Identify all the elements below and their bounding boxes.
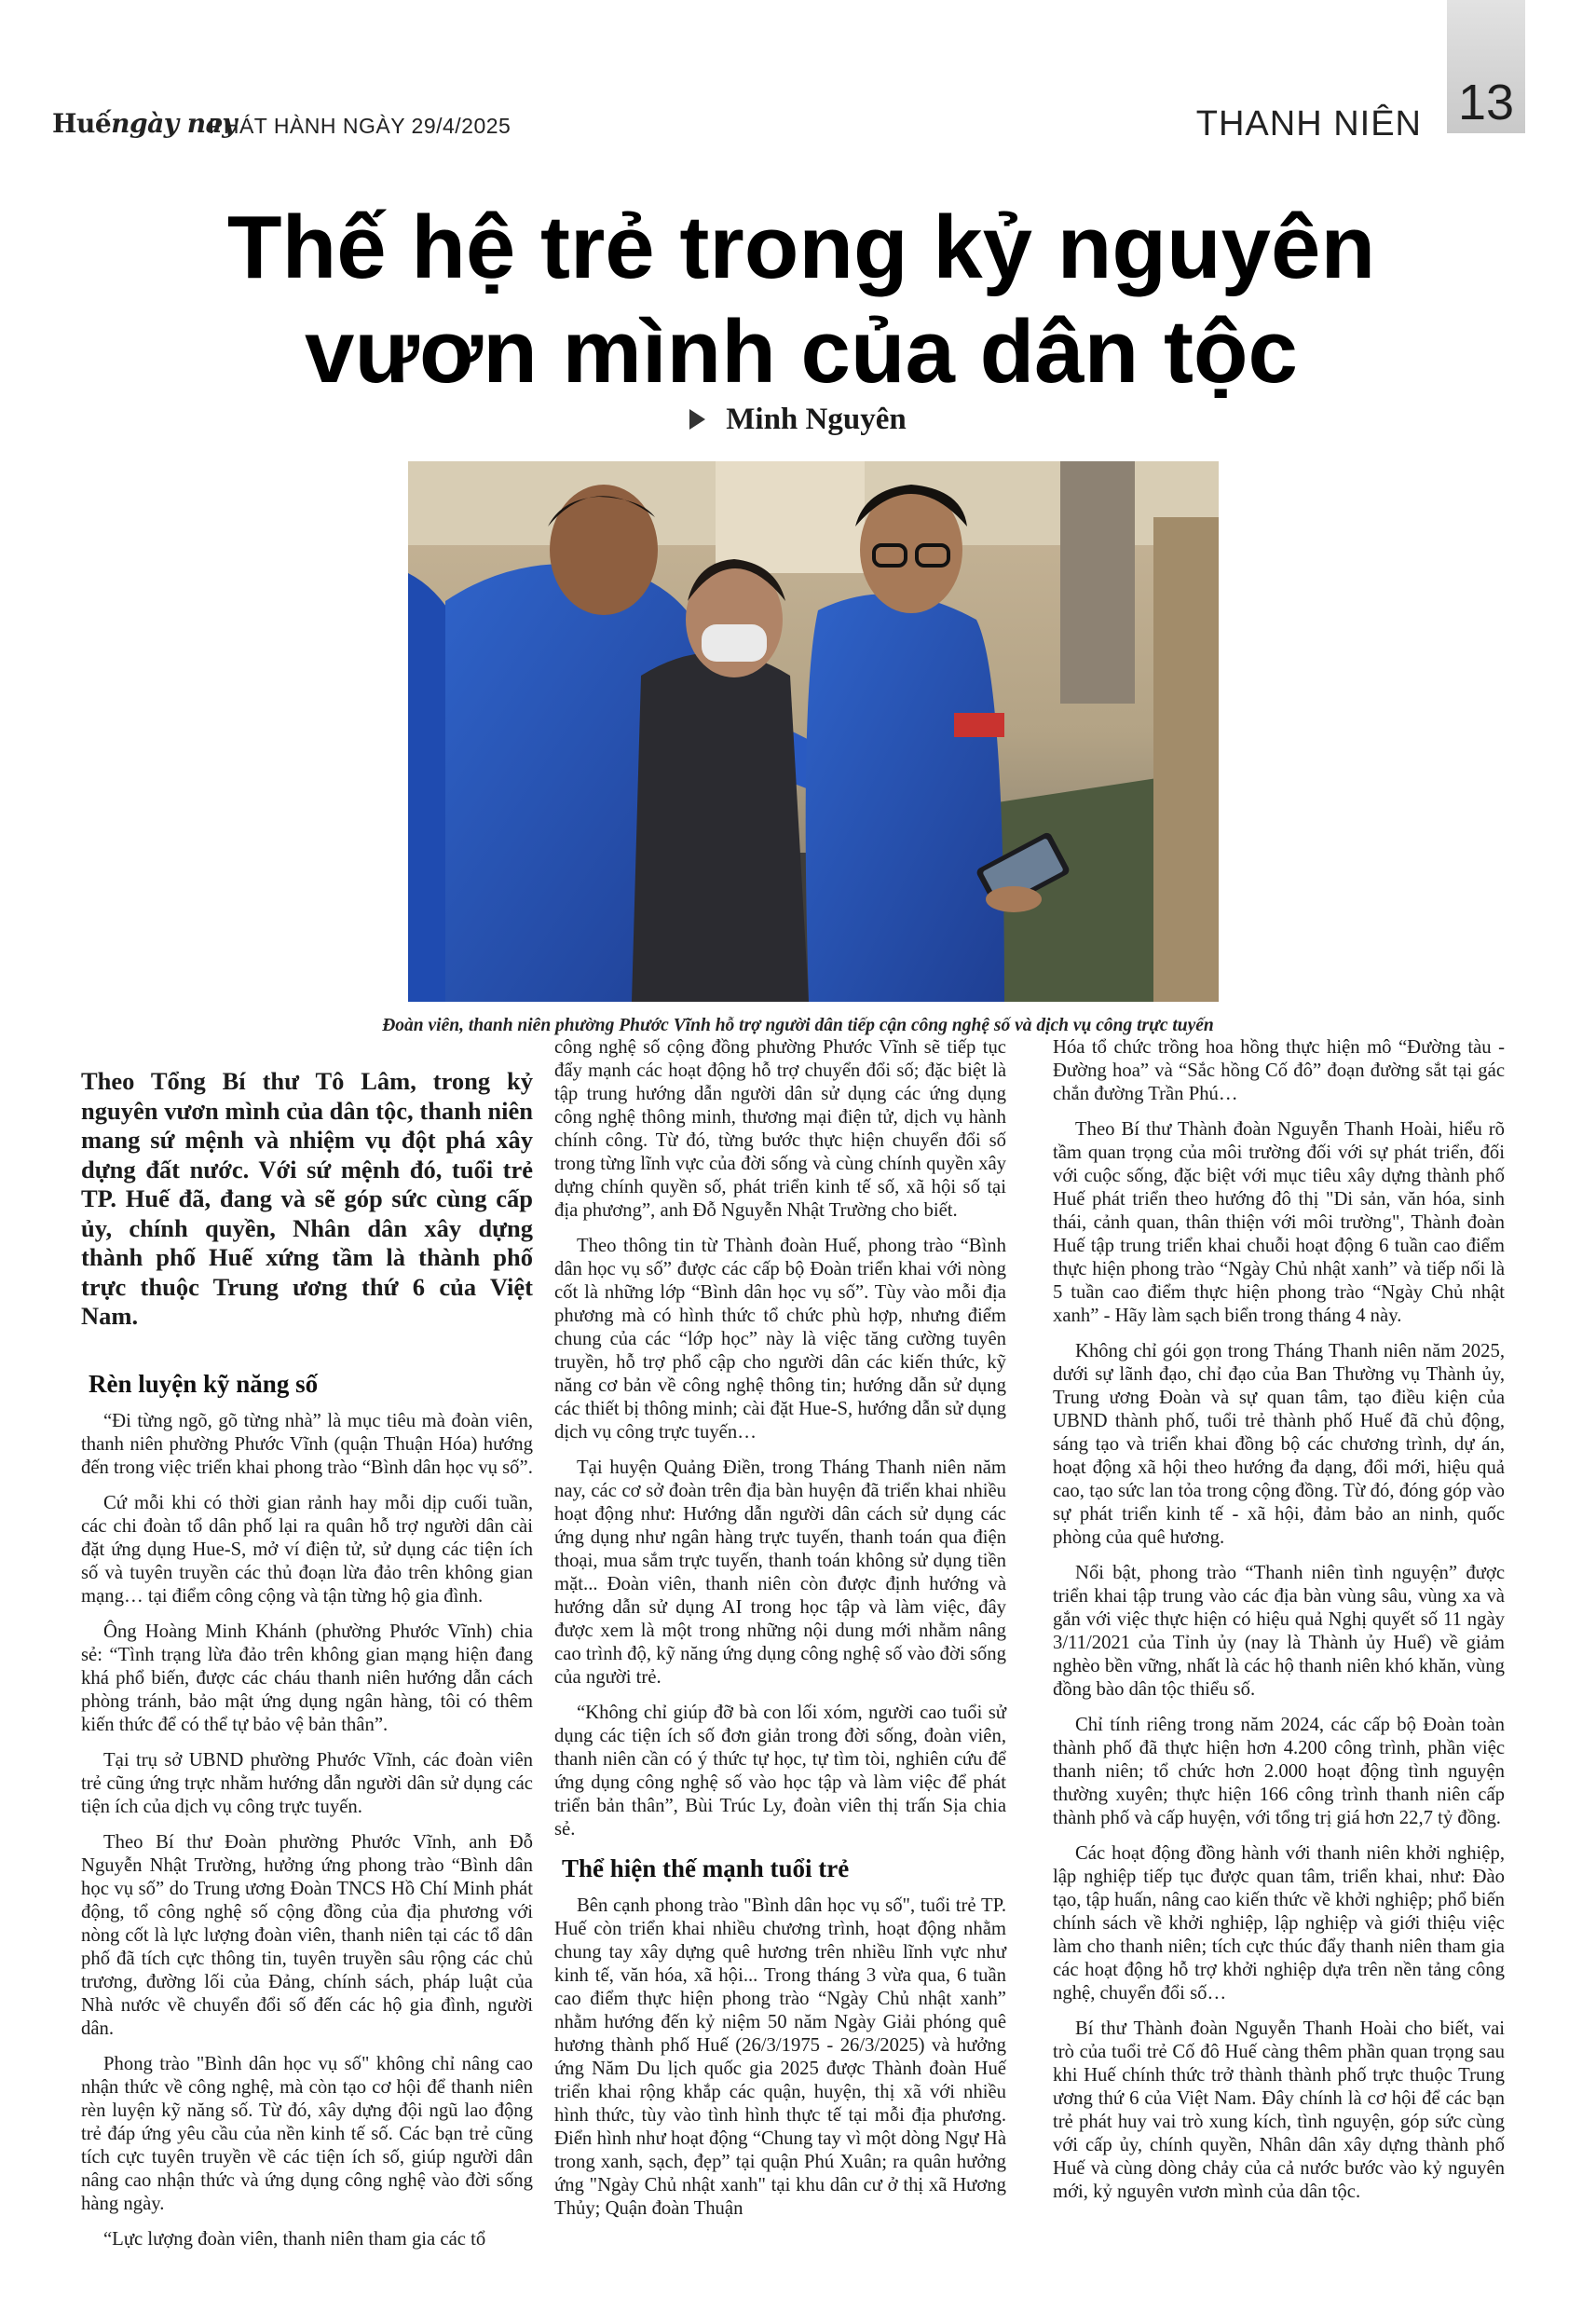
article-photo <box>408 461 1219 1002</box>
article-column-2 <box>554 1036 1006 2233</box>
paragraph: Ông Hoàng Minh Khánh (phường Phước Vĩnh) chia sẻ: “Tình trạng lừa đảo trên không gian mạng hiện đang khá phổ biến, được các cháu thanh niên hướng dẫn cách phòng tránh, bảo mật ứng dụng ngân hàng, tôi có thêm kiến thức để có thể tự bảo vệ bản thân”. <box>81 1621 533 1735</box>
byline <box>0 403 1596 437</box>
paragraph: Theo thông tin từ Thành đoàn Huế, phong trào “Bình dân học vụ số” được các cấp bộ Đoàn triển khai với nòng cốt là những lớp “Bình dân học vụ số”. Tùy vào mỗi địa phương mà có hình thức tổ chức phù hợp, nhưng điểm chung của các “lớp học” này là việc tăng cường tuyên truyền, hỗ trợ phổ cập cho người dân các kiến thức, kỹ năng cơ bản về công nghệ thông tin; hướng dẫn sử dụng các thiết bị thông minh; cài đặt Hue-S, hướng dẫn sử dụng dịch vụ công trực tuyến… <box>554 1236 1006 1443</box>
paragraph: Bí thư Thành đoàn Nguyễn Thanh Hoài cho biết, vai trò của tuổi trẻ Cố đô Huế càng thêm phần quan trọng sau khi Huế chính thức trở thành thành phố trực thuộc Trung ương thứ 6 của Việt Nam. Đây chính là cơ hội để các bạn trẻ phát huy vai trò xung kích, tình nguyện, góp sức cùng với cấp ủy, chính quyền, Nhân dân xây dựng thành phố Huế và cùng dòng chảy của cả nước bước vào kỷ nguyên mới, kỷ nguyên vươn mình của dân tộc. <box>1053 2018 1505 2202</box>
page-header <box>52 104 1543 147</box>
release-date: PHÁT HÀNH NGÀY 29/4/2025 <box>209 114 512 138</box>
article-column-1 <box>81 1067 533 2264</box>
paragraph: Bên cạnh phong trào "Bình dân học vụ số", tuổi trẻ TP. Huế còn triển khai nhiều chương trình, hoạt động nhằm chung tay xây dựng quê hương trên nhiều lĩnh vực như kinh tế, văn hóa, xã hội... Trong tháng 3 vừa qua, 6 tuần cao điểm thực hiện phong trào “Ngày Chủ nhật xanh” nhằm hướng đến kỷ niệm 50 năm Ngày Giải phóng quê hương thành phố Huế (26/3/1975 - 26/3/2025) và hưởng ứng Năm Du lịch quốc gia 2025 được Thành đoàn Huế triển khai rộng khắp các quận, huyện, thị xã với nhiều hình thức, tùy vào tình hình thực tế tại mỗi địa phương. Điển hình như hoạt động “Chung tay vì một dòng Ngự Hà trong xanh, sạch, đẹp” tại quận Phú Xuân; ra quân hưởng ứng "Ngày Chủ nhật xanh" tại khu dân cư ở thị xã Hương Thủy; Quận đoàn Thuận <box>554 1895 1006 2219</box>
article-title-line-1: Thế hệ trẻ trong kỷ nguyên <box>226 198 1376 297</box>
paragraph: “Lực lượng đoàn viên, thanh niên tham gia các tổ <box>103 2228 486 2250</box>
paragraph: Chỉ tính riêng trong năm 2024, các cấp bộ Đoàn toàn thành phố đã thực hiện hơn 4.200 công trình, phần việc thanh niên; tổ chức hơn 2.000 hoạt động tình nguyện thường xuyên; thực hiện 166 công trình thanh niên cấp thành phố và cấp huyện, với tổng trị giá hơn 22,7 tỷ đồng. <box>1053 1715 1505 1828</box>
paragraph: “Không chỉ giúp đỡ bà con lối xóm, người cao tuổi sử dụng các tiện ích số đơn giản trong đời sống, đoàn viên, thanh niên cần có ý thức tự học, tự tìm tòi, nghiên cứu để ứng dụng công nghệ số vào học tập và làm việc để phát triển bản thân”, Bùi Trúc Ly, đoàn viên thị trấn Sịa chia sẻ. <box>554 1703 1006 1840</box>
article-lead: Theo Tổng Bí thư Tô Lâm, trong kỷ nguyên vươn mình của dân tộc, thanh niên mang sứ mệnh và nhiệm vụ đột phá xây dựng đất nước. Với sứ mệnh đó, tuổi trẻ TP. Huế đã, đang và sẽ góp sức cùng cấp ủy, chính quyền, Nhân dân xây dựng thành phố Huế xứng tầm là thành phố trực thuộc Trung ương thứ 6 của Việt Nam. <box>81 1067 533 1330</box>
paragraph: “Đi từng ngõ, gõ từng nhà” là mục tiêu mà đoàn viên, thanh niên phường Phước Vĩnh (quận Thuận Hóa) hướng đến trong việc triển khai phong trào “Bình dân học vụ số”. <box>81 1410 533 1478</box>
paragraph: Tại huyện Quảng Điền, trong Tháng Thanh niên năm nay, các cơ sở đoàn trên địa bàn huyện đã triển khai nhiều hoạt động như: Hướng dẫn người dân cách sử dụng các ứng dụng như ngân hàng trực tuyến, thanh toán qua điện thoại, mua sắm trực tuyến, thanh toán không sử dụng tiền mặt... Đoàn viên, thanh niên còn được định hướng và hướng dẫn sử dụng AI trong học tập và làm việc, đây được xem là một trong những nội dung mới nhằm nâng cao trình độ, kỹ năng ứng dụng công nghệ số vào đời sống của người trẻ. <box>554 1457 1006 1688</box>
subhead-1: Rèn luyện kỹ năng số <box>89 1369 319 1398</box>
page-number: 13 <box>1457 75 1515 130</box>
paragraph: Nổi bật, phong trào “Thanh niên tình nguyện” được triển khai tập trung vào các địa bàn vùng sâu, vùng xa và gắn với việc thực hiện có hiệu quả Nghị quyết số 11 ngày 3/11/2021 của Tỉnh ủy (nay là Thành ủy Huế) về giảm nghèo bền vững, nhất là các hộ thanh niên khó khăn, vùng đồng bào dân tộc thiểu số. <box>1053 1563 1505 1700</box>
paragraph: Tại trụ sở UBND phường Phước Vĩnh, các đoàn viên trẻ cũng ứng trực nhằm hướng dẫn người dân sử dụng các tiện ích của dịch vụ công trực tuyến. <box>81 1749 533 1817</box>
article-title <box>93 196 1509 404</box>
paragraph: Theo Bí thư Thành đoàn Nguyễn Thanh Hoài, hiểu rõ tầm quan trọng của môi trường đối với sự phát triển, đối với cuộc sống, đặc biệt với mục tiêu xây dựng thành phố Huế phát triển theo hướng đô thị "Di sản, văn hóa, sinh thái, cảnh quan, thân thiện với môi trường", Thành đoàn Huế tập trung triển khai chuỗi hoạt động 6 tuần cao điểm thực hiện phong trào “Ngày Chủ nhật xanh” và tiếp nối là 5 tuần cao điểm thực hiện phong trào “Ngày Chủ nhật xanh” - Hãy làm sạch biển trong tháng 4 này. <box>1053 1119 1505 1326</box>
section-label: THANH NIÊN <box>1195 104 1422 144</box>
page-number-tab <box>1447 0 1525 133</box>
article-title-line-2: vươn mình của dân tộc <box>305 302 1298 402</box>
paragraph: công nghệ số cộng đồng phường Phước Vĩnh sẽ tiếp tục đẩy mạnh các hoạt động hỗ trợ chuyển đổi số; đặc biệt là tập trung hướng dẫn người dân sử dụng các ứng dụng công nghệ thông minh, thương mại điện tử, dịch vụ hành chính công. Từ đó, từng bước thực hiện chuyển đổi số trong từng lĩnh vực của đời sống và cùng chính quyền xây dựng chính quyền số, phát triển kinh tế số, xã hội số tại địa phương”, anh Đỗ Nguyễn Nhật Trường cho biết. <box>554 1037 1006 1221</box>
masthead-accent: ngày nay <box>111 108 238 139</box>
paragraph: Không chỉ gói gọn trong Tháng Thanh niên năm 2025, dưới sự lãnh đạo, chỉ đạo của Ban Thường vụ Thành ủy, Trung ương Đoàn và sự quan tâm, tạo điều kiện của UBND thành phố, tuổi trẻ thành phố Huế đã chủ động, sáng tạo và triển khai đồng bộ các chương trình, dự án, hoạt động xã hội theo hướng đa dạng, đổi mới, hiệu quả cao, tạo sức lan tỏa trong cộng đồng. Từ đó, đóng góp vào sự phát triển kinh tế - xã hội, đảm bảo an ninh, quốc phòng của quê hương. <box>1053 1341 1505 1548</box>
subhead-2: Thể hiện thế mạnh tuổi trẻ <box>562 1854 850 1882</box>
paragraph: Phong trào "Bình dân học vụ số" không chỉ nâng cao nhận thức về công nghệ, mà còn tạo cơ hội để thanh niên rèn luyện kỹ năng số. Từ đó, xây dựng đội ngũ lao động trẻ đáp ứng yêu cầu của nền kinh tế số. Các bạn trẻ cũng tích cực tuyên truyền về các tiện ích số, giúp người dân nâng cao nhận thức và ứng dụng công nghệ vào đời sống hàng ngày. <box>81 2053 533 2214</box>
photo-caption: Đoàn viên, thanh niên phường Phước Vĩnh hỗ trợ người dân tiếp cận công nghệ số và dịch vụ công trực tuyến <box>382 1016 1214 1035</box>
play-triangle-icon <box>689 409 705 430</box>
author-name: Minh Nguyên <box>726 403 907 436</box>
article-column-3 <box>1053 1036 1505 2216</box>
masthead-main: Huế <box>52 108 112 139</box>
paragraph: Hóa tổ chức trồng hoa hồng thực hiện mô “Đường tàu - Đường hoa” và “Sắc hồng Cố đô” đoạn đường sắt tại gác chắn đường Trần Phú… <box>1053 1037 1505 1104</box>
paragraph: Các hoạt động đồng hành với thanh niên khởi nghiệp, lập nghiệp tiếp tục được quan tâm, triển khai, như: Đào tạo, tập huấn, nâng cao kiến thức về khởi nghiệp; phổ biến chính sách về khởi nghiệp, lập nghiệp và giới thiệu việc làm cho thanh niên; tích cực thúc đẩy thanh niên tham gia các hoạt động hỗ trợ khởi nghiệp dựa trên nền tảng công nghệ, chuyển đổi số… <box>1053 1843 1505 2004</box>
paragraph: Theo Bí thư Đoàn phường Phước Vĩnh, anh Đỗ Nguyễn Nhật Trường, hưởng ứng phong trào “Bình dân học vụ số” do Trung ương Đoàn TNCS Hồ Chí Minh phát động, tổ công nghệ số cộng đồng của địa phương với nòng cốt là lực lượng đoàn viên, thanh niên tại các tổ dân phố đã tích cực thông tin, tuyên truyền sâu rộng các chủ trương, đường lối của Đảng, chính sách, pháp luật của Nhà nước về chuyển đổi số đến các hộ gia đình, người dân. <box>81 1831 533 2039</box>
paragraph: Cứ mỗi khi có thời gian rảnh hay mỗi dịp cuối tuần, các chi đoàn tổ dân phố lại ra quân hỗ trợ người dân cài đặt ứng dụng Hue-S, mở ví điện tử, sử dụng các tiện ích số và tuyên truyền các thủ đoạn lừa đảo trên không gian mạng… tại điểm công cộng và tận từng hộ gia đình. <box>81 1492 533 1607</box>
